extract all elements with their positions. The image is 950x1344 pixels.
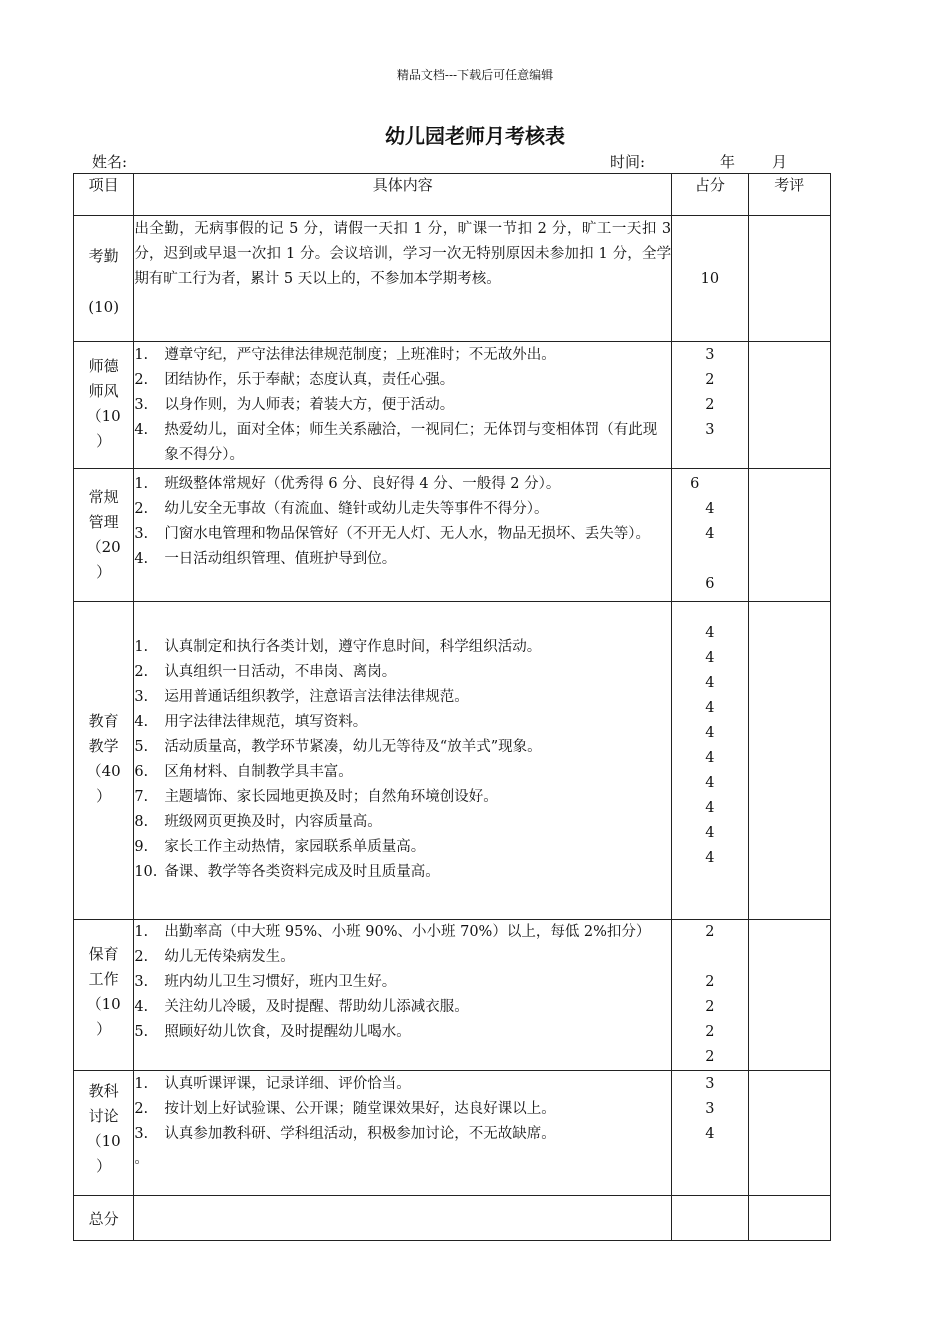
eval-teaching[interactable] [748,602,830,920]
item-points: ） [96,1157,112,1175]
total-label: 总分 [74,1196,134,1241]
item-name: 管理 [88,513,119,531]
item-points: （10 [86,407,121,425]
list-item [134,970,671,995]
list-item [134,810,671,835]
header-item: 项目 [74,174,134,216]
eval-care[interactable] [748,920,830,1071]
item-name: 考勤 [88,247,119,265]
item-number: 9. [134,839,149,855]
score-value: 2 [705,1024,715,1040]
header-score: 占分 [672,174,748,216]
item-points: （10 [86,995,121,1013]
item-number: 1. [134,476,149,492]
list-item [134,497,671,522]
item-points: ） [96,787,112,805]
list-item [134,920,671,945]
row-teaching [74,602,831,920]
row-care [74,920,831,1071]
list-item [134,635,671,660]
item-text: 家长工作主动热情，家园联系单质量高。 [164,839,426,855]
item-text: 班内幼儿卫生习惯好，班内卫生好。 [164,974,397,990]
item-number: 2. [134,664,149,680]
item-points: ） [96,563,112,581]
score-value: 3 [705,1101,715,1117]
item-name: 常规 [88,488,119,506]
score-value: 3 [705,1076,715,1092]
list-item [134,945,671,970]
list-item [134,785,671,810]
content-ethics [134,342,672,469]
item-number: 2. [134,372,149,388]
list-item [134,995,671,1020]
item-text: 认真听课评课，记录详细、评价恰当。 [164,1076,411,1092]
list-item [134,685,671,710]
time-label: 时间: [610,153,646,171]
item-points: (10) [88,298,120,316]
item-text: 认真参加教科研、学科组活动，积极参加讨论，不无故缺席。 [164,1126,556,1142]
score-value: 4 [705,800,715,816]
list-item [134,1020,671,1045]
item-number: 6. [134,764,149,780]
eval-research[interactable] [748,1071,830,1196]
score-attendance [672,216,748,342]
list-item [134,418,671,468]
header-content: 具体内容 [134,174,672,216]
item-points: ） [96,432,112,450]
item-name: 师风 [88,382,119,400]
item-name: 教学 [88,737,119,755]
item-number: 10. [134,864,158,880]
score-value: 2 [705,372,715,388]
item-number: 4. [134,422,149,438]
row-ethics [74,342,831,469]
item-number: 4. [134,551,149,567]
content-routine [134,469,672,602]
score-value: 4 [705,825,715,841]
list-item [134,343,671,368]
year-label: 年 [720,153,736,171]
item-ethics [74,342,134,469]
trailing-mark: 。 [134,1151,149,1167]
list-item [134,1072,671,1097]
item-points: （10 [86,1132,121,1150]
list-item [134,1097,671,1122]
item-text: 区角材料、自制教学具丰富。 [164,764,353,780]
score-value: 3 [705,347,715,363]
eval-routine[interactable] [748,469,830,602]
list-item [134,393,671,418]
score-value: 4 [705,501,715,517]
item-number: 3. [134,1126,149,1142]
item-text: 用字法律法律规范，填写资料。 [164,714,368,730]
item-text: 遵章守纪，严守法律法律规范制度；上班准时；不无故外出。 [164,347,556,363]
content-research [134,1071,672,1196]
item-text: 关注幼儿冷暖，及时提醒、帮助幼儿添减衣服。 [164,999,469,1015]
item-text: 幼儿无传染病发生。 [164,949,295,965]
item-care [74,920,134,1071]
list-item [134,760,671,785]
item-number: 1. [134,924,149,940]
list-item [134,547,671,572]
list-item [134,860,671,885]
item-attendance [74,216,134,342]
content-care [134,920,672,1071]
score-research [672,1071,748,1196]
item-number: 1. [134,1076,149,1092]
eval-ethics[interactable] [748,342,830,469]
name-label: 姓名: [92,153,128,171]
month-label: 月 [772,153,788,171]
score-value: 4 [705,675,715,691]
item-number: 2. [134,1101,149,1117]
item-number: 1. [134,347,149,363]
item-text: 以身作则，为人师表；着装大方，便于活动。 [164,397,455,413]
score-care [672,920,748,1071]
item-number: 2. [134,501,149,517]
score-value: 6 [690,476,700,492]
item-number: 3. [134,397,149,413]
evaluation-table [73,173,831,1241]
item-research [74,1071,134,1196]
item-text: 团结协作，乐于奉献；态度认真，责任心强。 [164,372,455,388]
item-name: 工作 [88,970,119,988]
score-value: 4 [705,1126,715,1142]
item-number: 4. [134,999,149,1015]
item-number: 2. [134,949,149,965]
item-name: 师德 [88,357,119,375]
item-name: 教科 [88,1082,119,1100]
item-name: 讨论 [88,1107,119,1125]
row-total [74,1196,831,1241]
item-text: 门窗水电管理和物品保管好（不开无人灯、无人水，物品无损坏、丢失等）。 [164,526,651,542]
content-teaching [134,602,672,920]
list-item [134,1122,671,1147]
table-header-row [74,174,831,216]
score-value: 2 [705,397,715,413]
score-value: 4 [705,750,715,766]
item-text: 班级网页更换及时，内容质量高。 [164,814,382,830]
score-value: 10 [700,271,720,287]
item-points: ） [96,1020,112,1038]
item-number: 3. [134,526,149,542]
row-attendance [74,216,831,342]
page-title: 幼儿园老师月考核表 [385,124,565,148]
item-teaching [74,602,134,920]
item-points: （40 [86,762,121,780]
attendance-text: 出全勤，无病事假的记 5 分，请假一天扣 1 分，旷课一节扣 2 分，旷工一天扣 3 分，迟到或早退一次扣 1 分。会议培训，学习一次无特别原因未参加扣 1 分，全学期有旷工行为者，累计 5 天以上的，不参加本学期考核。 [134,221,672,287]
score-ethics [672,342,748,469]
item-name: 教育 [88,712,119,730]
item-number: 5. [134,1024,149,1040]
list-item [134,368,671,393]
list-item [134,735,671,760]
item-text: 认真制定和执行各类计划，遵守作息时间，科学组织活动。 [164,639,542,655]
item-points: （20 [86,538,121,556]
item-text: 热爱幼儿，面对全体；师生关系融洽，一视同仁；无体罚与变相体罚（有此现象不得分）。 [164,422,658,463]
score-value: 4 [705,725,715,741]
item-text: 照顾好幼儿饮食，及时提醒幼儿喝水。 [164,1024,411,1040]
score-value: 2 [705,924,715,940]
list-item [134,835,671,860]
score-value: 4 [705,700,715,716]
score-teaching [672,602,748,920]
item-text: 出勤率高（中大班 95%、小班 90%、小小班 70%）以上，每低 2%扣分） [164,924,651,940]
item-name: 保育 [88,945,119,963]
item-number: 5. [134,739,149,755]
score-value: 4 [705,650,715,666]
score-value: 4 [705,775,715,791]
content-attendance [134,216,672,342]
item-text: 按计划上好试验课、公开课；随堂课效果好，达良好课以上。 [164,1101,556,1117]
item-routine [74,469,134,602]
item-text: 幼儿安全无事故（有流血、缝针或幼儿走失等事件不得分）。 [164,501,549,517]
item-text: 一日活动组织管理、值班护导到位。 [164,551,397,567]
total-evaluation[interactable] [748,1196,830,1241]
header-evaluation: 考评 [748,174,830,216]
item-text: 活动质量高，教学环节紧凑，幼儿无等待及“放羊式”现象。 [164,739,542,755]
list-item [134,472,671,497]
score-value: 2 [705,1049,715,1065]
score-value: 3 [705,422,715,438]
score-value: 2 [705,974,715,990]
row-routine [74,469,831,602]
item-text: 认真组织一日活动，不串岗、离岗。 [164,664,397,680]
info-row [90,151,830,173]
item-number: 3. [134,974,149,990]
score-value: 2 [705,999,715,1015]
list-item [134,522,671,547]
item-number: 3. [134,689,149,705]
item-number: 7. [134,789,149,805]
eval-attendance[interactable] [748,216,830,342]
item-text: 备课、教学等各类资料完成及时且质量高。 [164,864,440,880]
item-number: 8. [134,814,149,830]
item-number: 1. [134,639,149,655]
score-value: 4 [705,625,715,641]
item-number: 4. [134,714,149,730]
list-item [134,710,671,735]
score-value: 6 [705,576,715,592]
item-text: 班级整体常规好（优秀得 6 分、良好得 4 分、一般得 2 分）。 [164,476,561,492]
total-score[interactable] [672,1196,748,1241]
score-value: 4 [705,850,715,866]
list-item [134,660,671,685]
item-text: 运用普通话组织教学，注意语言法律法律规范。 [164,689,469,705]
total-content[interactable] [134,1196,672,1241]
score-value: 4 [705,526,715,542]
row-research [74,1071,831,1196]
item-text: 主题墙饰、家长园地更换及时；自然角环境创设好。 [164,789,498,805]
score-routine [672,469,748,602]
header-note: 精品文档---下载后可任意编辑 [396,68,554,82]
